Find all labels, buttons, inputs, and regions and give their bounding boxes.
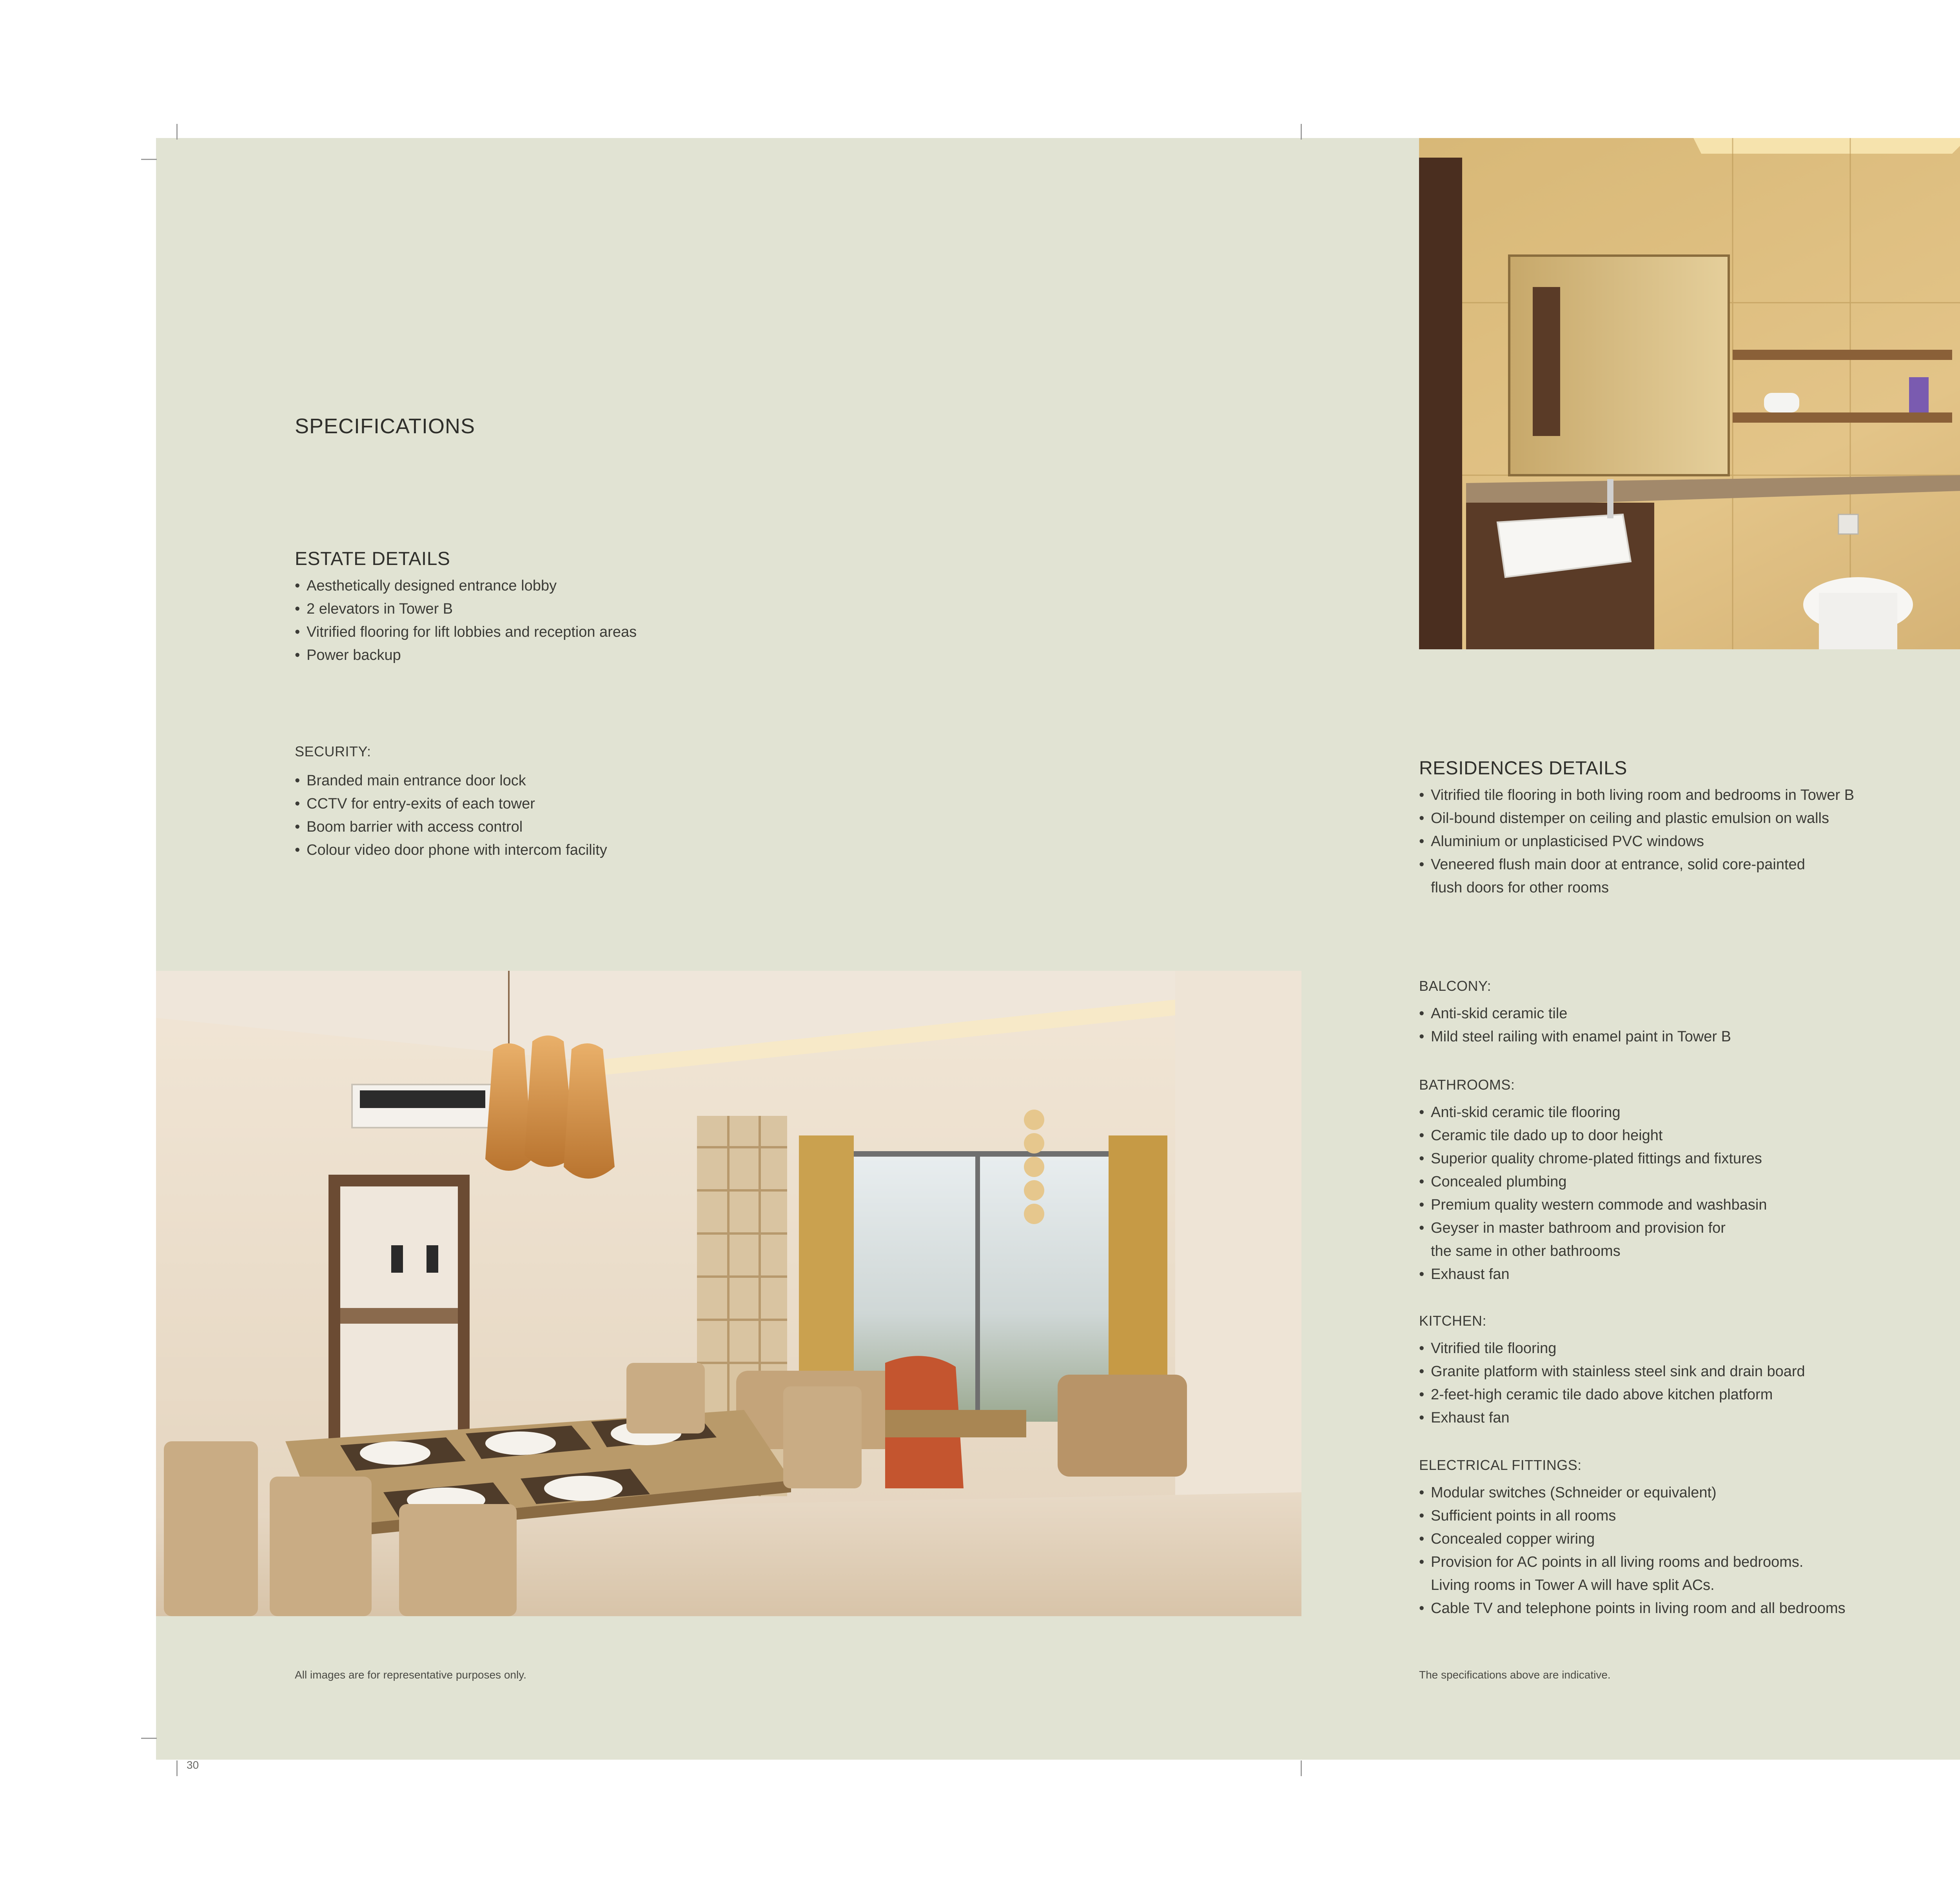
kitchen-heading: KITCHEN: (1419, 1313, 1487, 1329)
list-item: • Superior quality chrome-plated fittings and fixtures (1419, 1147, 1767, 1170)
list-item: • 2-feet-high ceramic tile dado above kitchen platform (1419, 1383, 1805, 1406)
list-item: • Mild steel railing with enamel paint in Tower B (1419, 1025, 1731, 1048)
list-item: • Boom barrier with access control (295, 816, 607, 839)
list-item: • Anti-skid ceramic tile (1419, 1002, 1731, 1025)
list-item: • Exhaust fan (1419, 1263, 1767, 1286)
security-list (295, 769, 607, 862)
page-number-left: 30 (187, 1759, 199, 1771)
list-item: • Premium quality western commode and washbasin (1419, 1194, 1767, 1217)
list-item: • Provision for AC points in all living rooms and bedrooms. Living rooms in Tower A will have split ACs. (1419, 1551, 1846, 1597)
list-item: • Geyser in master bathroom and provision for the same in other bathrooms (1419, 1217, 1767, 1263)
crop-mark (141, 1738, 157, 1739)
residences-heading: RESIDENCES DETAILS (1419, 758, 1627, 779)
electrical-heading: ELECTRICAL FITTINGS: (1419, 1457, 1582, 1473)
electrical-list (1419, 1481, 1846, 1620)
crop-mark (1301, 1760, 1302, 1776)
bathrooms-list (1419, 1101, 1767, 1286)
estate-details-heading: ESTATE DETAILS (295, 549, 450, 569)
list-item: • Veneered flush main door at entrance, solid core-painted flush doors for other rooms (1419, 853, 1854, 899)
electrical-section (1419, 1457, 1846, 1620)
bathrooms-section (1419, 1077, 1767, 1286)
list-item: • Concealed copper wiring (1419, 1528, 1846, 1551)
list-item: • Colour video door phone with intercom facility (295, 839, 607, 862)
list-item: • Vitrified flooring for lift lobbies and reception areas (295, 621, 637, 644)
estate-details-section (295, 548, 637, 667)
list-item: • Vitrified tile flooring in both living room and bedrooms in Tower B (1419, 784, 1854, 807)
list-item: • Granite platform with stainless steel sink and drain board (1419, 1360, 1805, 1383)
security-heading: SECURITY: (295, 743, 371, 759)
balcony-heading: BALCONY: (1419, 978, 1492, 994)
balcony-list (1419, 1002, 1731, 1048)
kitchen-list (1419, 1337, 1805, 1430)
list-item: • Modular switches (Schneider or equivalent) (1419, 1481, 1846, 1504)
list-item: • Ceramic tile dado up to door height (1419, 1124, 1767, 1147)
list-item: • Concealed plumbing (1419, 1170, 1767, 1194)
page-title: SPECIFICATIONS (295, 414, 475, 438)
list-item: • Vitrified tile flooring (1419, 1337, 1805, 1360)
crop-mark (176, 124, 178, 140)
residences-section (1419, 758, 1854, 899)
list-item: • Anti-skid ceramic tile flooring (1419, 1101, 1767, 1124)
list-item: • Cable TV and telephone points in living room and all bedrooms (1419, 1597, 1846, 1620)
living-dining-image (156, 971, 1301, 1616)
kitchen-section (1419, 1313, 1805, 1430)
crop-mark (141, 159, 157, 160)
left-footnote: All images are for representative purposes only. (295, 1669, 526, 1681)
list-item: • Exhaust fan (1419, 1406, 1805, 1430)
list-item: • Power backup (295, 644, 637, 667)
list-item: • Oil-bound distemper on ceiling and plastic emulsion on walls (1419, 807, 1854, 830)
list-item: • Sufficient points in all rooms (1419, 1504, 1846, 1528)
right-footnote: The specifications above are indicative. (1419, 1669, 1611, 1681)
list-item: • CCTV for entry-exits of each tower (295, 792, 607, 816)
security-section (295, 743, 607, 862)
crop-mark (1301, 124, 1302, 140)
list-item: • Aluminium or unplasticised PVC windows (1419, 830, 1854, 853)
estate-details-list (295, 574, 637, 667)
bathroom-image (1419, 138, 1960, 649)
list-item: • 2 elevators in Tower B (295, 598, 637, 621)
list-item: • Branded main entrance door lock (295, 769, 607, 792)
balcony-section (1419, 978, 1731, 1048)
residences-list (1419, 784, 1854, 899)
list-item: • Aesthetically designed entrance lobby (295, 574, 637, 598)
crop-mark (176, 1760, 178, 1776)
bathrooms-heading: BATHROOMS: (1419, 1077, 1515, 1093)
